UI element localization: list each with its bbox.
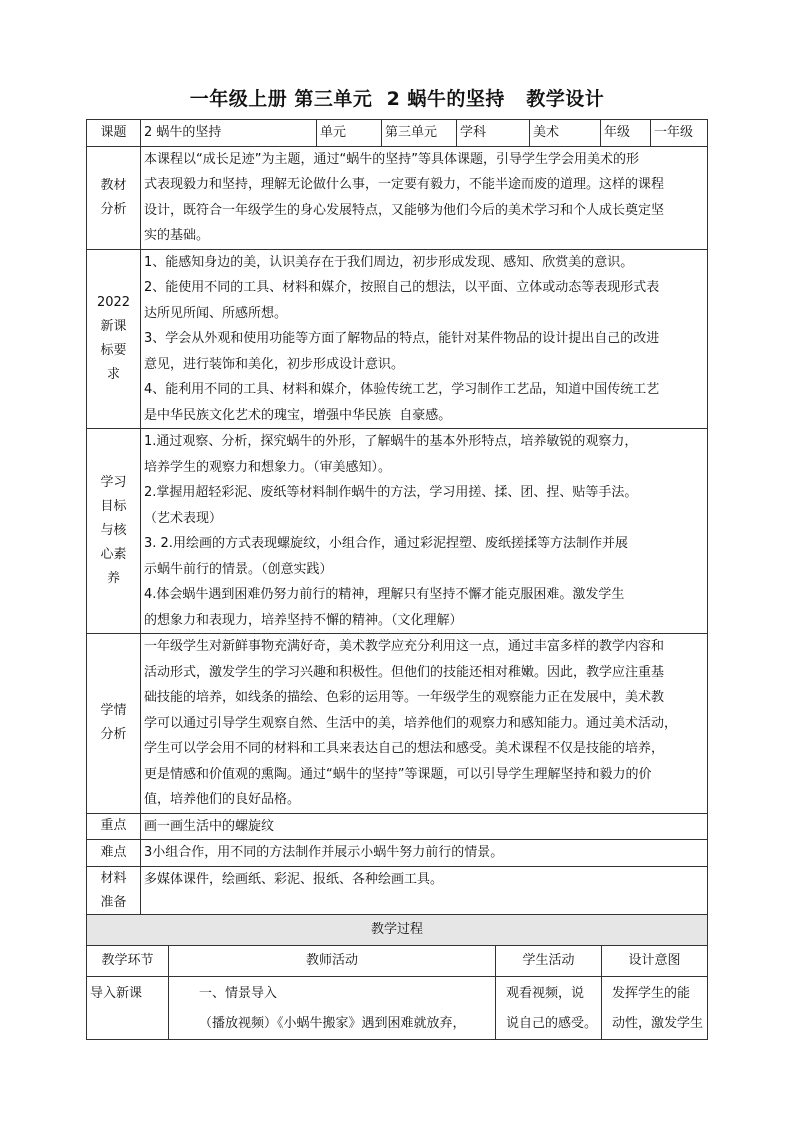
text-line: 3. 2.用绘画的方式表现螺旋纹，小组合作，通过彩泥捏塑、废纸搓揉等方法制作并展 [144,536,628,551]
text-line: 重点 [100,818,127,834]
row-label [87,866,141,915]
lesson-info-table [86,119,708,916]
text-line: 目标 [100,499,127,514]
text-line: 4、能利用不同的工具、材料和媒介，体验传统工艺，学习制作工艺品，知道中国传统工艺 [144,382,660,397]
row-content [141,429,708,634]
text-line: 4.体会蜗牛遇到困难仍努力前行的精神，理解只有坚持不懈才能克服困难。激发学生 [144,587,625,602]
text-line: 一年级学生对新鲜事物充满好奇，美术教学应充分利用这一点，通过丰富多样的教学内容和 [144,639,665,654]
process-heading-row [87,915,708,946]
text-line: 学习 [100,475,127,490]
process-header-row [87,946,708,977]
row-curriculum-standard [87,249,708,429]
student-activity-cell [496,977,602,1040]
unit-value: 第三单元 [382,120,457,147]
row-content [141,634,708,814]
text-line: 一、情景导入 [199,986,278,1001]
row-content [141,249,708,429]
row-learning-objectives [87,429,708,634]
text-line: 标要 [100,342,127,358]
row-content [141,866,708,915]
row-learner-analysis [87,634,708,814]
text-line: 2022 [96,294,131,310]
text-line: 分析 [100,201,127,217]
text-line: 值，培养他们的良好品格。 [144,792,301,807]
text-line: 础技能的培养，如线条的描绘、色彩的运用等。一年级学生的观察能力正在发展中，美术教 [144,690,665,705]
text-line: 画一画生活中的螺旋纹 [144,818,275,834]
text-line: 养 [106,571,120,586]
text-line: 学可以通过引导学生观察自然、生活中的美，培养他们的观察力和感知能力。通过美术活动， [144,715,678,731]
subject-value: 美术 [530,120,601,147]
col-student: 学生活动 [496,946,602,977]
text-line: 与核 [100,523,127,538]
text-line: 动性，激发学生 [612,1016,704,1031]
grade-value: 一年级 [651,120,708,147]
text-line: 材料 [100,870,127,886]
subject-label: 学科 [457,120,530,147]
text-line: 实的基础。 [144,228,210,243]
row-label [87,429,141,634]
text-line: 发挥学生的能 [612,986,691,1001]
text-line: 观看视频，说 [506,986,585,1001]
topic-value: 2 蜗牛的坚持 [141,120,317,147]
text-line: 心素 [100,547,127,562]
text-line: 3小组合作，用不同的方法制作并展示小蜗牛努力前行的情景。 [144,845,504,860]
text-line: 式表现毅力和坚持，理解无论做什么事，一定要有毅力，不能半途而废的道理。这样的课程 [144,177,665,192]
design-intent-cell [602,977,708,1040]
row-difficulty [87,840,708,867]
topic-label: 课题 [87,120,141,147]
teacher-activity-cell [169,977,496,1040]
text-line: 活动形式，激发学生的学习兴趣和积极性。但他们的技能还相对稚嫩。因此，教学应注重基 [144,664,665,680]
col-teacher: 教师活动 [169,946,496,977]
row-textbook-analysis [87,146,708,249]
text-line: 2、能使用不同的工具、材料和媒介，按照自己的想法，以平面、立体或动态等表现形式表 [144,280,660,295]
row-materials [87,866,708,915]
text-line: 本课程以“成长足迹”为主题，通过“蜗牛的坚持”等具体课题，引导学生学会用美术的形 [144,151,639,167]
text-line: 教材 [100,177,127,193]
text-line: （艺术表现） [144,510,223,526]
text-line: 示蜗牛前行的情景。（创意实践） [144,561,333,577]
col-stage: 教学环节 [87,946,169,977]
text-line: 更是情感和价值观的熏陶。通过“蜗牛的坚持”等课题，可以引导学生理解坚持和毅力的价 [144,766,652,782]
process-heading: 教学过程 [87,915,708,946]
process-row [87,977,708,1040]
text-line: 新课 [100,318,127,334]
teaching-process-table [86,914,708,1040]
text-line: 分析 [100,727,127,743]
row-label [87,813,141,840]
text-line: 意见，进行装饰和美化，初步形成设计意识。 [144,356,405,372]
col-intent: 设计意图 [602,946,708,977]
text-line: 求 [106,366,120,382]
unit-label: 单元 [317,120,382,147]
row-content [141,840,708,867]
row-label [87,249,141,429]
row-content [141,813,708,840]
text-line: 学情 [100,703,127,719]
row-label [87,840,141,867]
row-label [87,634,141,814]
stage-cell: 导入新课 [87,977,169,1040]
row-label [87,146,141,249]
grade-label: 年级 [601,120,651,147]
text-line: 是中华民族文化艺术的瑰宝，增强中华民族 自豪感。 [144,407,452,423]
text-line: 培养学生的观察力和想象力。（审美感知）。 [144,459,392,475]
text-line: 设计，既符合一年级学生的身心发展特点，又能够为他们今后的美术学习和个人成长奠定坚 [144,202,665,218]
row-key-point [87,813,708,840]
text-line: 准备 [100,894,127,910]
text-line: 2.掌握用超轻彩泥、废纸等材料制作蜗牛的方法，学习用搓、揉、团、捏、贴等手法。 [144,485,638,500]
text-line: 3、学会从外观和使用功能等方面了解物品的特点，能针对某件物品的设计提出自己的改进 [144,331,660,346]
text-line: 说自己的感受。 [506,1016,598,1031]
text-line: （播放视频）《小蜗牛搬家》遇到困难就放弃， [199,1016,466,1031]
text-line: 难点 [100,844,127,860]
text-line: 达所见所闻、所感所想。 [144,305,288,321]
page-title: 一年级上册 第三单元 2 蜗牛的坚持 教学设计 [189,88,605,110]
row-content [141,146,708,249]
header-row [87,120,708,147]
text-line: 的想象力和表现力，培养坚持不懈的精神。（文化理解） [144,612,463,628]
text-line: 1、能感知身边的美，认识美存在于我们周边，初步形成发现、感知、欣赏美的意识。 [144,254,634,270]
text-line: 学生可以学会用不同的材料和工具来表达自己的想法和感受。美术课程不仅是技能的培养， [144,741,665,756]
text-line: 多媒体课件，绘画纸、彩泥、报纸、各种绘画工具。 [144,871,444,887]
text-line: 1.通过观察、分析，探究蜗牛的外形，了解蜗牛的基本外形特点，培养敏锐的观察力， [144,434,638,449]
